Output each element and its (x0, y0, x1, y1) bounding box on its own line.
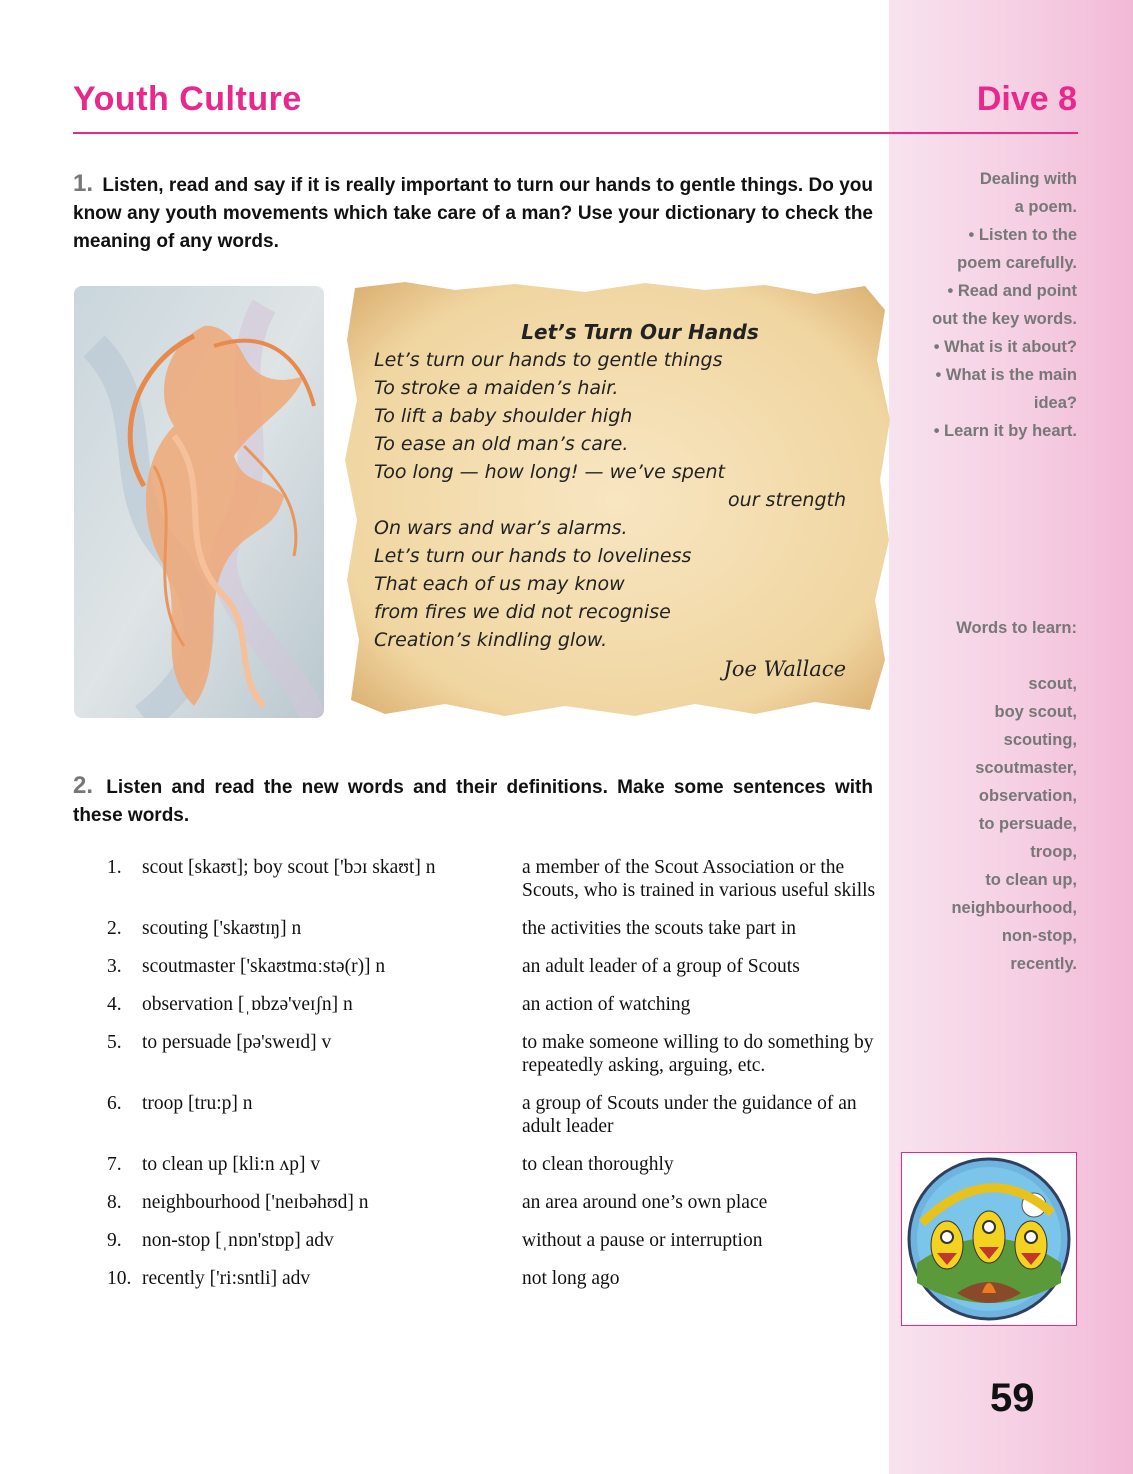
poem-line: On wars and war’s alarms. (374, 517, 628, 539)
vocab-row (107, 917, 877, 940)
vocab-row (107, 1229, 877, 1252)
task-2-number: 2. (73, 772, 94, 799)
word-item: troop, (1030, 843, 1077, 861)
vocab-number: 9. (107, 1230, 122, 1251)
vocab-term: scoutmaster ['skaʊtmɑːstə(r)] n (142, 956, 386, 977)
vocab-number: 8. (107, 1192, 122, 1213)
vocab-definition: a group of Scouts under the guidance of an adult leader (522, 1093, 857, 1137)
word-item: neighbourhood, (951, 899, 1077, 917)
vocab-definition: the activities the scouts take part in (522, 918, 796, 939)
sidebar-note-line: a poem. (1014, 198, 1077, 216)
word-item: boy scout, (994, 703, 1077, 721)
vocab-row (107, 1031, 877, 1077)
vocab-definition: to make someone willing to do something by repeatedly asking, arguing, etc. (522, 1032, 874, 1076)
vocab-number: 3. (107, 956, 122, 977)
word-item: scouting, (1003, 731, 1077, 749)
words-to-learn-heading: Words to learn: (956, 619, 1077, 637)
sidebar-note-line: idea? (1033, 394, 1077, 412)
vocab-term: scout [skaʊt]; boy scout ['bɔɪ skaʊt] n (142, 857, 436, 878)
word-item: non-stop, (1001, 927, 1077, 945)
poem-title: Let’s Turn Our Hands (521, 320, 759, 344)
dive-label: Dive 8 (976, 80, 1077, 118)
vocab-definition: an adult leader of a group of Scouts (522, 956, 800, 977)
vocabulary-list (107, 856, 877, 1305)
task-2 (73, 772, 873, 830)
vocab-definition: a member of the Scout Association or the Scouts, who is trained in various useful skills (522, 857, 876, 901)
word-item: recently. (1010, 955, 1077, 973)
task-2-text: Listen and read the new words and their definitions. Make some sentences with these words. (73, 777, 873, 826)
task-1-number: 1. (73, 170, 94, 197)
vocab-term: troop [tru:p] n (142, 1093, 253, 1114)
sidebar-note-line: • Listen to the (968, 226, 1077, 244)
task-1 (73, 170, 873, 256)
vocab-term: scouting ['skaʊtɪŋ] n (142, 918, 302, 939)
vocab-number: 2. (107, 918, 122, 939)
sidebar-note-line: Dealing with (979, 170, 1077, 188)
vocab-row (107, 1267, 877, 1290)
vocab-term: observation [ˌɒbzə'veɪʃn] n (142, 994, 353, 1015)
task-1-text: Listen, read and say if it is really important to turn our hands to gentle things. Do you know any youth movements which take care of a man? Use your dictionary to check the meaning of any words. (73, 175, 873, 252)
vocab-number: 5. (107, 1032, 122, 1053)
poem-line: To ease an old man’s care. (374, 433, 629, 455)
vocab-number: 6. (107, 1093, 122, 1114)
poem (374, 318, 846, 684)
sidebar-note-line: • Learn it by heart. (933, 422, 1077, 440)
word-item: scoutmaster, (975, 759, 1077, 777)
vocab-term: recently ['ri:sntli] adv (142, 1268, 311, 1289)
vocab-number: 10. (107, 1268, 132, 1289)
vocab-row (107, 1191, 877, 1214)
vocab-row (107, 856, 877, 902)
poem-line: Let’s turn our hands to gentle things (374, 349, 723, 371)
header-rule (73, 132, 1078, 134)
sidebar-note-line: poem carefully. (957, 254, 1077, 272)
poem-line: our strength (728, 489, 846, 511)
vocab-term: to persuade [pə'sweɪd] v (142, 1032, 332, 1053)
poem-line: To stroke a maiden’s hair. (374, 377, 619, 399)
poem-line: Let’s turn our hands to loveliness (374, 545, 692, 567)
scout-badge-image (901, 1152, 1077, 1326)
vocab-definition: to clean thoroughly (522, 1154, 674, 1175)
vocab-row (107, 1153, 877, 1176)
word-item: to persuade, (978, 815, 1077, 833)
poem-line: That each of us may know (374, 573, 625, 595)
word-item: scout, (1028, 675, 1077, 693)
sidebar-note-line: • What is it about? (933, 338, 1077, 356)
sidebar-note-line: • Read and point (947, 282, 1077, 300)
vocab-term: neighbourhood ['neɪbəhʊd] n (142, 1192, 369, 1213)
words-to-learn-list (887, 670, 1077, 978)
vocab-number: 4. (107, 994, 122, 1015)
vocab-number: 7. (107, 1154, 122, 1175)
poem-illustration (74, 286, 324, 718)
vocab-row (107, 993, 877, 1016)
vocab-definition: without a pause or interruption (522, 1230, 763, 1251)
vocab-row (107, 955, 877, 978)
poem-line: Creation’s kindling glow. (374, 629, 608, 651)
poem-line: To lift a baby shoulder high (374, 405, 633, 427)
vocab-number: 1. (107, 857, 122, 878)
page-number: 59 (990, 1376, 1035, 1420)
vocab-definition: not long ago (522, 1268, 620, 1289)
vocab-row (107, 1092, 877, 1138)
vocab-definition: an area around one’s own place (522, 1192, 768, 1213)
sidebar-note-line: • What is the main (935, 366, 1077, 384)
poem-line: from fires we did not recognise (374, 601, 671, 623)
page-title: Youth Culture (73, 80, 302, 118)
word-item: observation, (978, 787, 1077, 805)
sidebar-note-line: out the key words. (932, 310, 1077, 328)
vocab-definition: an action of watching (522, 994, 691, 1015)
poem-line: Too long — how long! — we’ve spent (374, 461, 725, 483)
vocab-term: non-stop [ˌnɒn'stɒp] adv (142, 1230, 334, 1251)
poem-author: Joe Wallace (723, 657, 846, 681)
word-item: to clean up, (985, 871, 1077, 889)
vocab-term: to clean up [kli:n ʌp] v (142, 1154, 321, 1175)
sidebar-notes (887, 165, 1077, 445)
